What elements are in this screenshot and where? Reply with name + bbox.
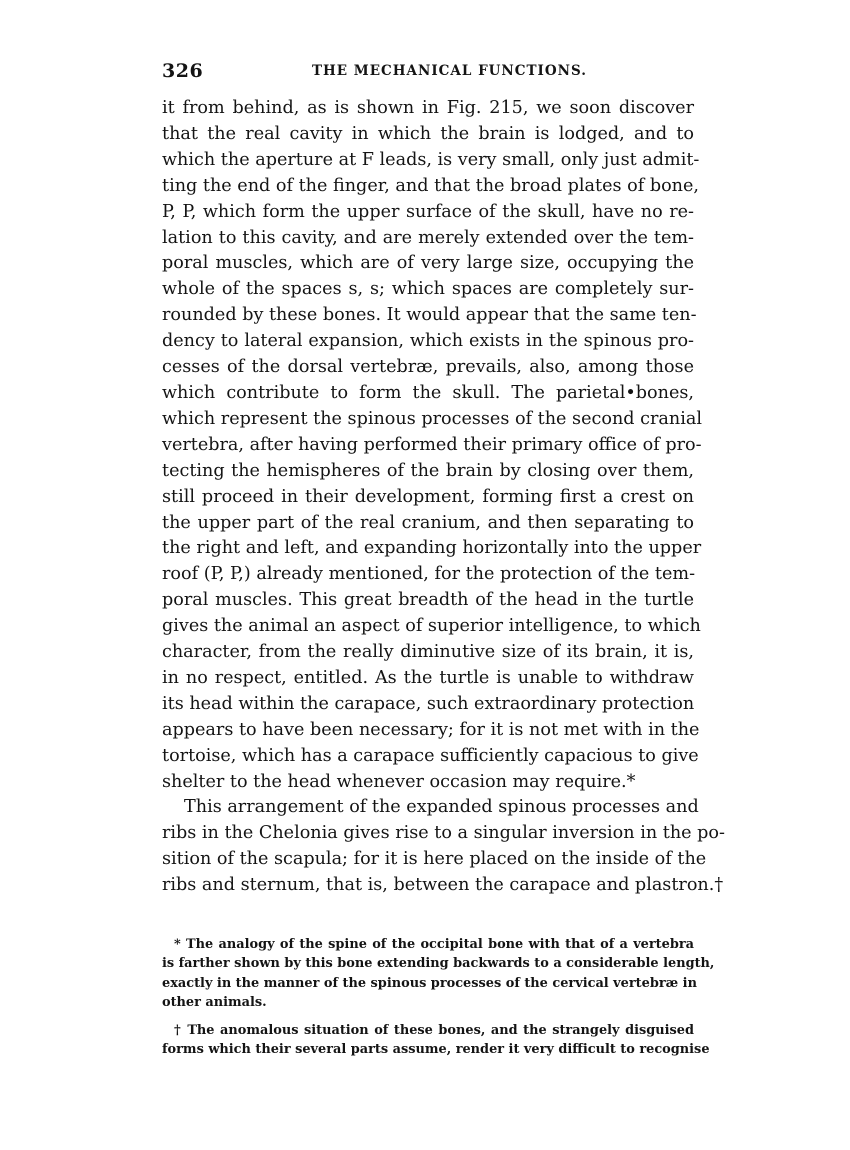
running-head: THE MECHANICAL FUNCTIONS. — [312, 63, 587, 79]
text-line: in no respect, entitled. As the turtle is unable to withdraw — [162, 667, 694, 688]
text-line: the right and left, and expanding horizontally into the upper — [162, 538, 702, 559]
text-line: appears to have been necessary; for it is not met with in the — [162, 719, 700, 740]
footnote-line: is farther shown by this bone extending backwards to a considerable length, — [162, 956, 715, 972]
text-line: ting the end of the finger, and that the broad plates of bone, — [162, 175, 700, 196]
text-line: shelter to the head whenever occasion may require.* — [162, 771, 636, 792]
text-line: tecting the hemispheres of the brain by closing over them, — [162, 460, 694, 481]
text-line: which contribute to form the skull. The parietal•bones, — [162, 382, 694, 403]
text-line: ribs and sternum, that is, between the carapace and plastron.† — [162, 875, 724, 896]
footnote-line: other animals. — [162, 995, 267, 1011]
text-line: gives the animal an aspect of superior intelligence, to which — [162, 616, 701, 637]
text-line: which the aperture at F leads, is very small, only just admit- — [162, 149, 700, 170]
text-line: rounded by these bones. It would appear that the same ten- — [162, 305, 697, 326]
text-line: sition of the scapula; for it is here placed on the inside of the — [162, 849, 707, 870]
footnote-dagger — [162, 1021, 710, 1060]
text-line: P, P, which form the upper surface of the skull, have no re- — [162, 201, 694, 222]
text-line: which represent the spinous processes of the second cranial — [162, 408, 702, 429]
text-line: roof (P, P,) already mentioned, for the protection of the tem- — [162, 564, 696, 585]
footnote-line: forms which their several parts assume, render it very difficult to recognise — [162, 1042, 710, 1058]
footnotes — [162, 935, 715, 1059]
footnote-asterisk — [162, 935, 715, 1013]
text-line: character, from the really diminutive size of its brain, it is, — [162, 642, 694, 663]
text-line: ribs in the Chelonia gives rise to a singular inversion in the po- — [162, 823, 725, 844]
body-text — [162, 96, 725, 899]
text-line: tortoise, which has a carapace sufficiently capacious to give — [162, 745, 699, 766]
text-line: poral muscles, which are of very large size, occupying the — [162, 253, 694, 274]
footnote-line: † The anomalous situation of these bones, and the strangely disguised — [174, 1022, 694, 1038]
page-header — [162, 60, 694, 86]
text-line: its head within the carapace, such extraordinary protection — [162, 693, 695, 714]
text-line: that the real cavity in which the brain is lodged, and to — [162, 123, 694, 144]
page-number: 326 — [162, 60, 204, 82]
text-line: This arrangement of the expanded spinous processes and — [184, 797, 699, 818]
text-line: the upper part of the real cranium, and then separating to — [162, 512, 694, 533]
text-line: poral muscles. This great breadth of the head in the turtle — [162, 590, 694, 611]
text-line: whole of the spaces s, s; which spaces are completely sur- — [162, 279, 694, 300]
text-line: lation to this cavity, and are merely extended over the tem- — [162, 227, 694, 248]
text-line: still proceed in their development, forming first a crest on — [162, 486, 694, 507]
footnote-line: exactly in the manner of the spinous processes of the cervical vertebræ in — [162, 975, 697, 991]
text-line: it from behind, as is shown in Fig. 215, we soon discover — [162, 98, 694, 118]
footnote-line: * The analogy of the spine of the occipital bone with that of a vertebra — [174, 937, 694, 952]
text-line: dency to lateral expansion, which exists in the spinous pro- — [162, 331, 694, 352]
text-line: vertebra, after having performed their primary office of pro- — [162, 434, 702, 455]
text-line: cesses of the dorsal vertebræ, prevails, also, among those — [162, 357, 694, 378]
